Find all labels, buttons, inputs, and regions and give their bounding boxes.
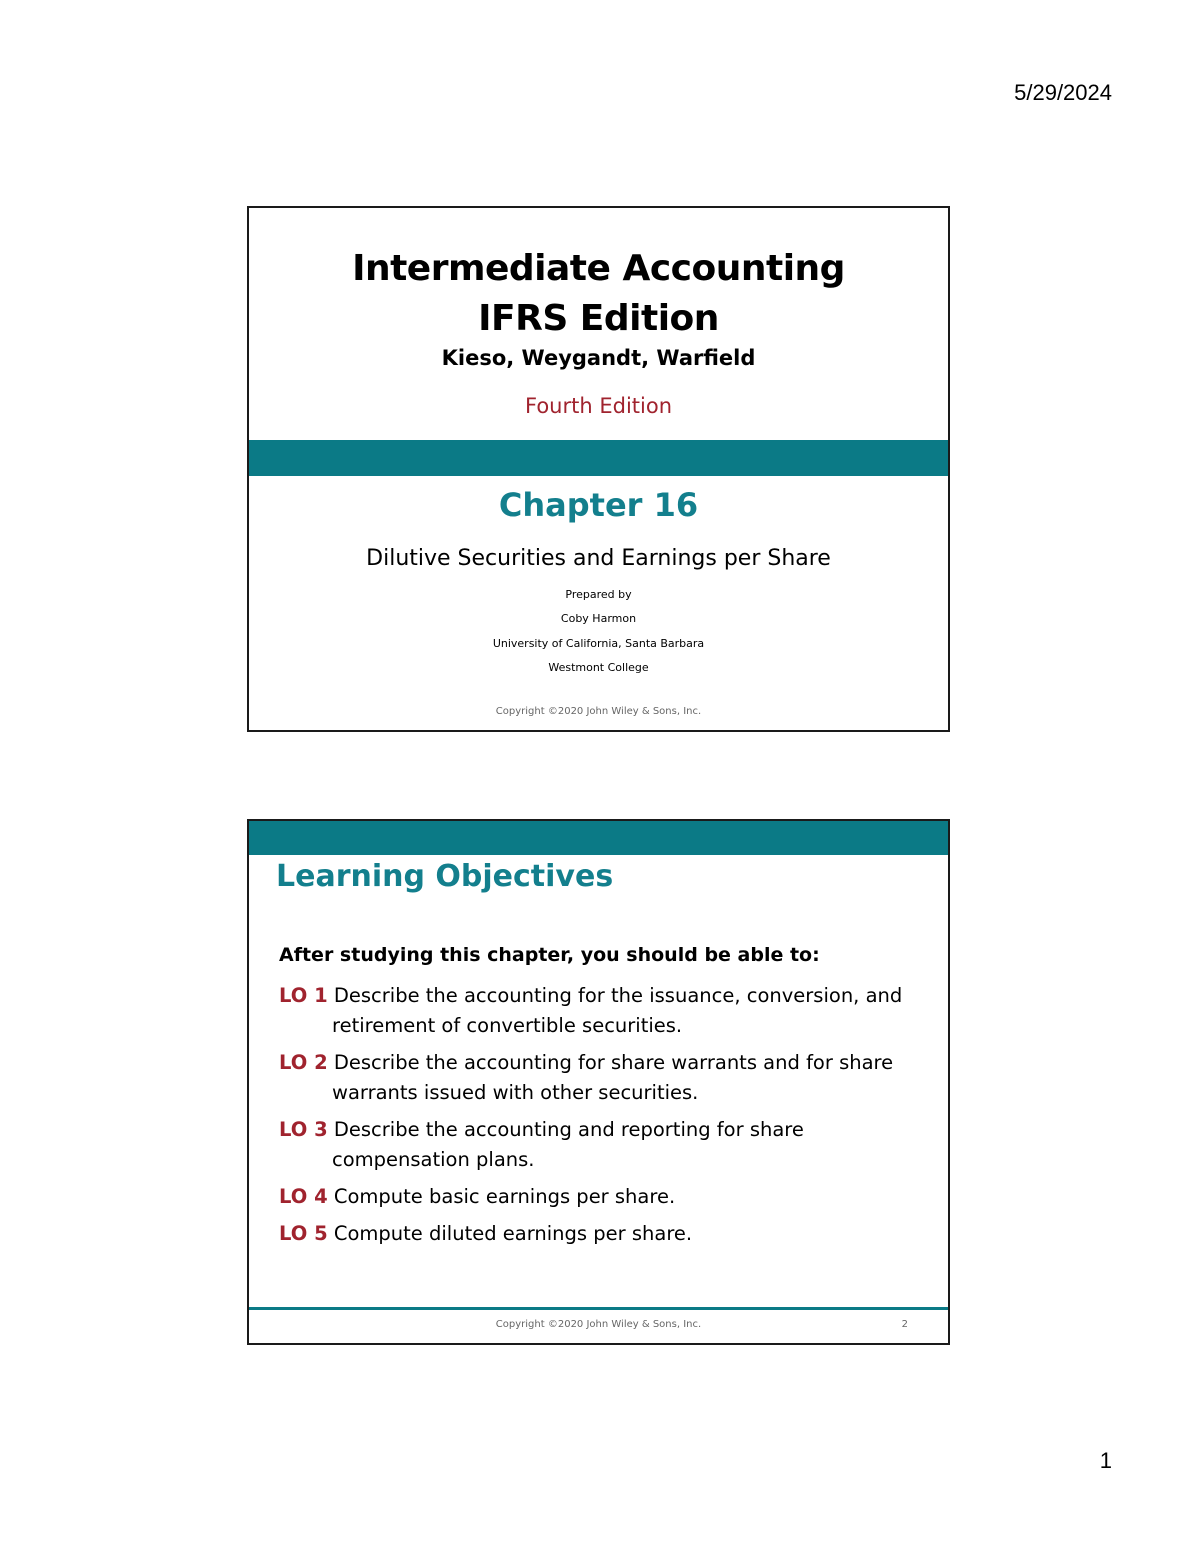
title-slide (247, 206, 950, 732)
objective-text: Describe the accounting and reporting for share compensation plans. (332, 1118, 804, 1171)
objective-code: LO 3 (279, 1118, 328, 1141)
objective-item (279, 981, 929, 1041)
edition: Fourth Edition (525, 394, 672, 418)
book-title-line1: Intermediate Accounting (352, 248, 845, 289)
page-number: 1 (1099, 1448, 1112, 1473)
footer-rule (249, 1307, 948, 1310)
book-title (249, 244, 948, 344)
preparer-name: Coby Harmon (560, 612, 637, 625)
page-date: 5/29/2024 (1014, 80, 1112, 105)
objective-item (279, 1115, 929, 1175)
objective-text: Describe the accounting for share warrants and for share warrants issued with other securities. (332, 1051, 894, 1104)
objective-text: Compute basic earnings per share. (333, 1185, 676, 1208)
objective-code: LO 1 (279, 984, 328, 1007)
book-title-line2: IFRS Edition (478, 298, 719, 339)
objective-code: LO 4 (279, 1185, 328, 1208)
affiliation-1: University of California, Santa Barbara (492, 637, 705, 650)
objective-code: LO 5 (279, 1222, 328, 1245)
objective-item (279, 1048, 929, 1108)
slide-title: Learning Objectives (276, 859, 614, 894)
objective-item (279, 1182, 929, 1212)
copyright-notice: Copyright ©2020 John Wiley & Sons, Inc. (495, 1319, 702, 1330)
objectives-intro: After studying this chapter, you should be able to: (279, 944, 820, 966)
chapter-heading: Chapter 16 (498, 486, 699, 524)
learning-objectives-slide (247, 819, 950, 1345)
objectives-list (279, 981, 929, 1256)
teal-header-band (249, 821, 948, 855)
prepared-by-label: Prepared by (565, 588, 632, 601)
copyright-notice: Copyright ©2020 John Wiley & Sons, Inc. (495, 706, 702, 717)
authors: Kieso, Weygandt, Warfield (441, 346, 756, 370)
teal-band (249, 440, 948, 476)
slide-number: 2 (901, 1319, 908, 1330)
objective-text: Compute diluted earnings per share. (333, 1222, 693, 1245)
objective-code: LO 2 (279, 1051, 328, 1074)
objective-text: Describe the accounting for the issuance, conversion, and retirement of convertible securities. (332, 984, 903, 1037)
objective-item (279, 1219, 929, 1249)
chapter-subtitle: Dilutive Securities and Earnings per Share (366, 546, 831, 571)
affiliation-2: Westmont College (548, 661, 649, 674)
